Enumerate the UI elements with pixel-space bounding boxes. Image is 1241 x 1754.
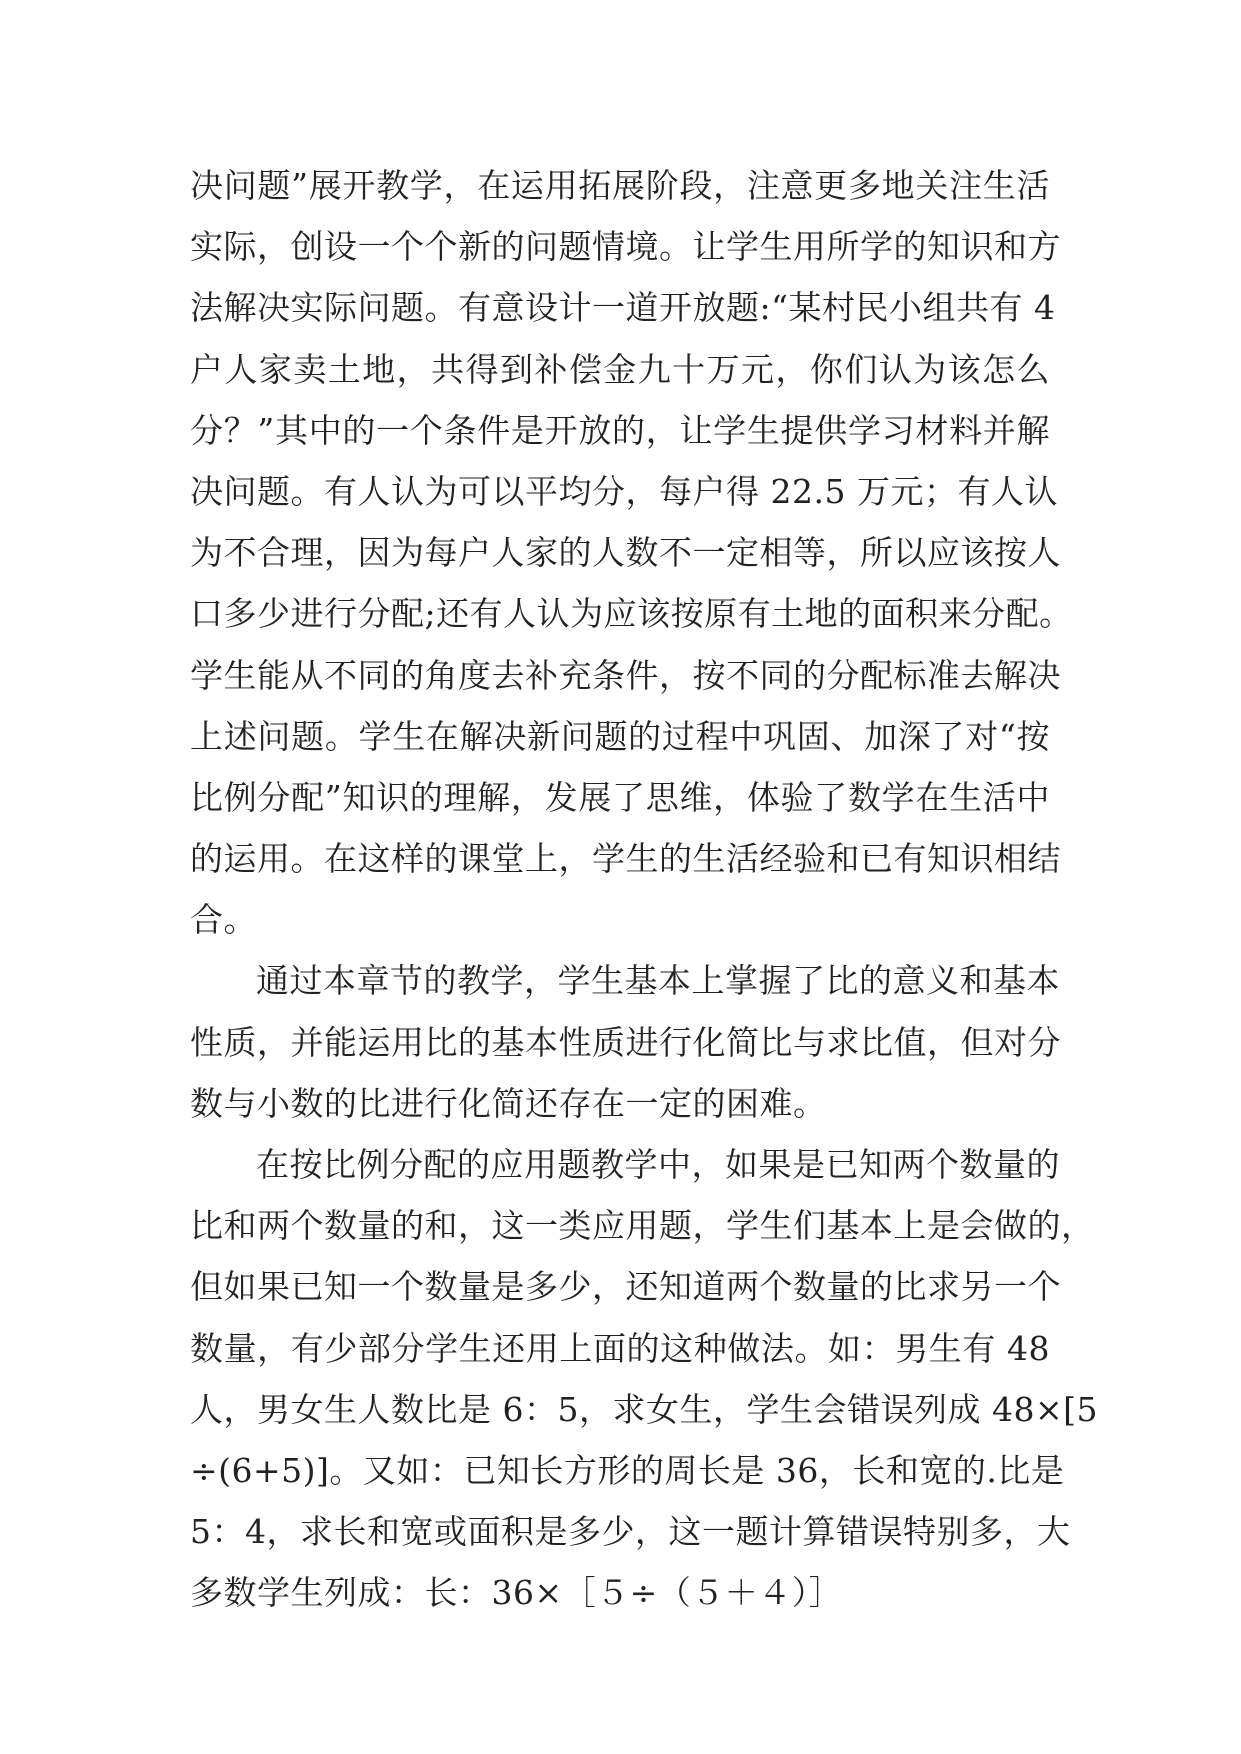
text-line: 数量，有少部分学生还用上面的这种做法。如：男生有 48 — [190, 1328, 1050, 1368]
text-line: 的运用。在这样的课堂上，学生的生活经验和已有知识相结 — [190, 839, 1061, 879]
text-line: ÷(6+5)]。又如：已知长方形的周长是 36，长和宽的.比是 — [190, 1450, 1065, 1490]
text-line: 人，男女生人数比是 6：5，求女生，学生会错误列成 48×[5 — [190, 1389, 1098, 1429]
text-line: 比例分配”知识的理解，发展了思维，体验了数学在生活中 — [190, 777, 1050, 817]
text-line: 实际，创设一个个新的问题情境。让学生用所学的知识和方 — [190, 227, 1061, 267]
text-line: 5：4，求长和宽或面积是多少，这一题计算错误特别多，大 — [190, 1512, 1071, 1552]
text-line: 学生能从不同的角度去补充条件，按不同的分配标准去解决 — [190, 655, 1061, 695]
text-line: 法解决实际问题。有意设计一道开放题:“某村民小组共有 4 — [190, 288, 1056, 328]
text-line: 上述问题。学生在解决新问题的过程中巩固、加深了对“按 — [190, 716, 1050, 756]
text-line: 合。 — [190, 900, 257, 940]
text-line: 在按比例分配的应用题教学中，如果是已知两个数量的 — [256, 1145, 1060, 1184]
text-line: 但如果已知一个数量是多少，还知道两个数量的比求另一个 — [190, 1267, 1061, 1307]
text-line: 户人家卖土地，共得到补偿金九十万元，你们认为该怎么 — [190, 349, 1050, 389]
paragraph-1 — [190, 155, 1073, 950]
text-line: 口多少进行分配;还有人认为应该按原有土地的面积来分配。 — [190, 594, 1073, 634]
text-line: 分？”其中的一个条件是开放的，让学生提供学习材料并解 — [190, 410, 1050, 450]
text-line: 比和两个数量的和，这一类应用题，学生们基本上是会做的， — [190, 1206, 1095, 1246]
text-line: 数与小数的比进行化简还存在一定的困难。 — [190, 1083, 827, 1123]
paragraph-3 — [190, 1134, 1098, 1624]
text-line: 通过本章节的教学，学生基本上掌握了比的意义和基本 — [256, 961, 1060, 1001]
body-text — [190, 155, 1098, 1624]
text-line: 性质，并能运用比的基本性质进行化简比与求比值，但对分 — [190, 1022, 1061, 1062]
text-line: 为不合理，因为每户人家的人数不一定相等，所以应该按人 — [190, 533, 1061, 573]
text-line: 决问题。有人认为可以平均分，每户得 22.5 万元；有人认 — [190, 471, 1058, 511]
text-line: 决问题”展开教学，在运用拓展阶段，注意更多地关注生活 — [190, 166, 1050, 205]
paragraph-2 — [190, 950, 1061, 1134]
text-line: 多数学生列成：长：36×［５÷（５＋４）］ — [190, 1573, 843, 1613]
